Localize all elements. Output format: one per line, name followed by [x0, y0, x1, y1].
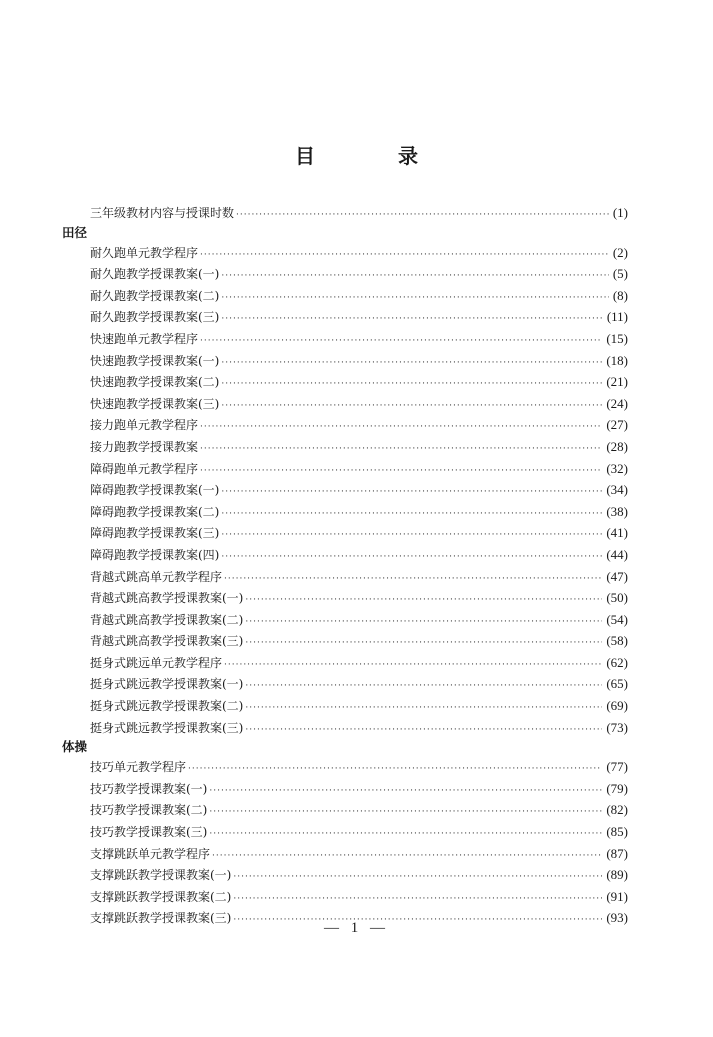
- toc-entry-label: 背越式跳高单元教学程序: [90, 569, 223, 584]
- dot-leader: [209, 824, 602, 846]
- toc-entry[interactable]: [62, 393, 628, 415]
- toc-entry-page: (24): [606, 395, 628, 411]
- dot-leader: [188, 759, 602, 781]
- toc-entry[interactable]: [62, 778, 628, 800]
- toc-entry-page: (58): [606, 633, 628, 649]
- toc-entry[interactable]: [62, 328, 628, 350]
- toc-entry-page: (82): [606, 802, 628, 818]
- dot-leader: [200, 439, 602, 461]
- toc-entry-label: 支撑跳跃教学授课教案(一): [90, 868, 232, 883]
- dot-leader: [221, 525, 602, 547]
- dot-leader: [209, 802, 602, 824]
- toc-entry-page: (87): [606, 845, 628, 861]
- toc-entry[interactable]: [62, 202, 628, 224]
- toc-entry-label: 技巧教学授课教案(二): [90, 803, 208, 818]
- toc-entry[interactable]: [62, 695, 628, 717]
- toc-entry[interactable]: [62, 756, 628, 778]
- toc-entry[interactable]: [62, 843, 628, 865]
- toc-entry-page: (47): [606, 568, 628, 584]
- toc-entry-page: (65): [606, 676, 628, 692]
- toc-entry[interactable]: [62, 501, 628, 523]
- page-title: 目 录: [295, 144, 456, 168]
- toc-entry-label: 接力跑单元教学程序: [90, 418, 199, 433]
- dot-leader: [221, 374, 602, 396]
- toc-entry-label: 耐久跑教学授课教案(一): [90, 267, 220, 282]
- dot-leader: [245, 612, 602, 634]
- toc-entry-page: (89): [606, 867, 628, 883]
- toc-entry-label: 支撑跳跃教学授课教案(二): [90, 889, 232, 904]
- dot-leader: [245, 590, 602, 612]
- toc-entry[interactable]: [62, 566, 628, 588]
- dot-leader: [245, 698, 602, 720]
- toc-entry-label: 障碍跑教学授课教案(三): [90, 526, 220, 541]
- toc-entry[interactable]: [62, 652, 628, 674]
- toc-entry[interactable]: [62, 458, 628, 480]
- toc-entry-page: (41): [606, 525, 628, 541]
- toc-entry-label: 背越式跳高教学授课教案(一): [90, 591, 244, 606]
- toc-entry-page: (5): [612, 266, 628, 282]
- toc-entry-label: 背越式跳高教学授课教案(三): [90, 634, 244, 649]
- toc-entry-page: (27): [606, 417, 628, 433]
- dot-leader: [200, 245, 609, 267]
- dot-leader: [221, 288, 608, 310]
- dot-leader: [200, 417, 602, 439]
- toc-entry-page: (73): [606, 719, 628, 735]
- dot-leader: [221, 504, 602, 526]
- toc-entry[interactable]: [62, 350, 628, 372]
- toc-entry[interactable]: [62, 242, 628, 264]
- toc-entry[interactable]: [62, 436, 628, 458]
- toc-entry-label: 快速跑教学授课教案(二): [90, 375, 220, 390]
- toc-entry-page: (91): [606, 888, 628, 904]
- toc-section-heading: 田径: [62, 224, 88, 240]
- toc-entry-label: 挺身式跳远单元教学程序: [90, 655, 223, 670]
- dot-leader: [245, 633, 602, 655]
- toc-entry[interactable]: [62, 799, 628, 821]
- toc-entry-page: (50): [606, 590, 628, 606]
- toc-entry-page: (8): [612, 287, 628, 303]
- dot-leader: [200, 331, 602, 353]
- toc-entry-page: (11): [606, 309, 628, 325]
- toc-entry-page: (54): [606, 611, 628, 627]
- toc-entry[interactable]: [62, 587, 628, 609]
- toc-entry-label: 三年级教材内容与授课时数: [90, 206, 235, 220]
- dot-leader: [221, 309, 602, 331]
- toc-entry-page: (34): [606, 482, 628, 498]
- toc-entry-label: 障碍跑单元教学程序: [90, 461, 199, 476]
- toc-entry-page: (93): [606, 910, 628, 926]
- toc-entry-page: (77): [606, 759, 628, 775]
- toc-entry[interactable]: [62, 717, 628, 739]
- toc-entry-label: 快速跑单元教学程序: [90, 331, 199, 346]
- toc-entry[interactable]: [62, 630, 628, 652]
- dot-leader: [221, 482, 602, 504]
- dot-leader: [221, 396, 602, 418]
- toc-entry[interactable]: [62, 263, 628, 285]
- toc-entry[interactable]: [62, 886, 628, 908]
- toc-entry-label: 支撑跳跃教学授课教案(三): [90, 911, 232, 926]
- dot-leader: [221, 266, 608, 288]
- toc-entry-label: 障碍跑教学授课教案(一): [90, 483, 220, 498]
- toc-entry-label: 障碍跑教学授课教案(四): [90, 547, 220, 562]
- toc-entry-page: (15): [606, 330, 628, 346]
- dot-leader: [224, 655, 602, 677]
- dot-leader: [233, 867, 602, 889]
- toc-entry-page: (85): [606, 824, 628, 840]
- toc-entry-page: (38): [606, 503, 628, 519]
- toc-entry[interactable]: [62, 864, 628, 886]
- dot-leader: [236, 205, 609, 227]
- toc-entry-label: 挺身式跳远教学授课教案(二): [90, 699, 244, 714]
- toc-entry-label: 耐久跑教学授课教案(二): [90, 288, 220, 303]
- toc-entry-label: 耐久跑教学授课教案(三): [90, 310, 220, 325]
- dot-leader: [212, 846, 602, 868]
- toc-entry[interactable]: [62, 479, 628, 501]
- toc-entry-label: 耐久跑单元教学程序: [90, 245, 199, 260]
- dot-leader: [224, 569, 602, 591]
- toc-entry[interactable]: [62, 609, 628, 631]
- toc-entry[interactable]: [62, 414, 628, 436]
- dot-leader: [221, 547, 602, 569]
- toc-entry-page: (32): [606, 460, 628, 476]
- toc-entry-label: 挺身式跳远教学授课教案(三): [90, 720, 244, 735]
- toc-entry-page: (44): [606, 546, 628, 562]
- toc-entry-label: 技巧教学授课教案(三): [90, 825, 208, 840]
- toc-entry[interactable]: [62, 522, 628, 544]
- dot-leader: [221, 353, 602, 375]
- toc-entry-page: (1): [612, 205, 628, 220]
- dot-leader: [233, 889, 602, 911]
- table-of-contents: [62, 202, 628, 929]
- toc-entry-label: 快速跑教学授课教案(三): [90, 396, 220, 411]
- toc-entry-label: 背越式跳高教学授课教案(二): [90, 612, 244, 627]
- toc-entry-label: 技巧单元教学程序: [90, 760, 187, 775]
- toc-entry-page: (62): [606, 654, 628, 670]
- toc-entry[interactable]: [62, 673, 628, 695]
- toc-entry-page: (28): [606, 438, 628, 454]
- toc-entry[interactable]: [62, 371, 628, 393]
- toc-entry-page: (18): [606, 352, 628, 368]
- dot-leader: [209, 781, 602, 803]
- dot-leader: [245, 720, 602, 742]
- toc-entry-label: 技巧教学授课教案(一): [90, 781, 208, 796]
- dot-leader: [245, 676, 602, 698]
- toc-entry-label: 快速跑教学授课教案(一): [90, 353, 220, 368]
- toc-entry-label: 障碍跑教学授课教案(二): [90, 504, 220, 519]
- toc-entry-page: (2): [612, 244, 628, 260]
- toc-entry[interactable]: [62, 306, 628, 328]
- toc-entry-page: (69): [606, 698, 628, 714]
- toc-entry[interactable]: [62, 285, 628, 307]
- toc-entry-label: 挺身式跳远教学授课教案(一): [90, 677, 244, 692]
- page-number: — 1 —: [324, 920, 389, 936]
- toc-entry[interactable]: [62, 821, 628, 843]
- toc-entry-page: (21): [606, 374, 628, 390]
- toc-entry-page: (79): [606, 780, 628, 796]
- toc-entry-label: 接力跑教学授课教案: [90, 439, 199, 454]
- toc-entry-label: 支撑跳跃单元教学程序: [90, 846, 211, 861]
- toc-entry[interactable]: [62, 544, 628, 566]
- toc-section-heading: 体操: [62, 739, 88, 755]
- dot-leader: [200, 461, 602, 483]
